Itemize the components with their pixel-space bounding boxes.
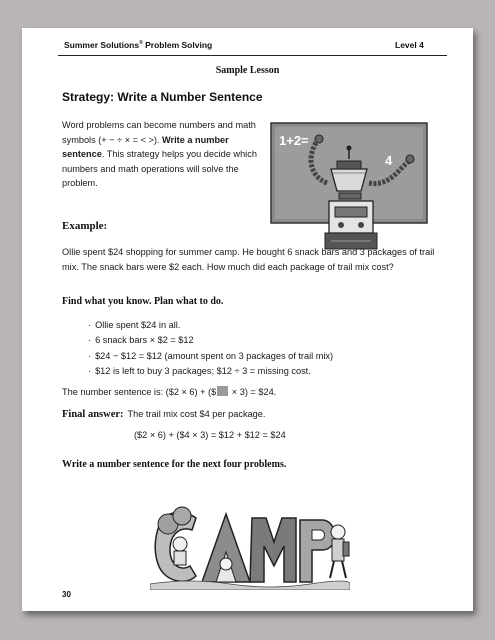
- list-item: · 6 snack bars × $2 = $12: [88, 333, 418, 348]
- page-number: 30: [62, 590, 71, 599]
- strategy-title: Strategy: Write a Number Sentence: [62, 90, 263, 104]
- robot-chalkboard-illustration: [269, 121, 431, 253]
- number-sentence: The number sentence is: ($2 × 6) + ($ × 3) = $24.: [62, 387, 277, 397]
- header-title: Summer Solutions® Problem Solving: [64, 40, 213, 50]
- chalkboard-equation: 1+2=: [279, 133, 309, 148]
- list-item: · Ollie spent $24 in all.: [88, 318, 418, 333]
- header-divider: [58, 55, 447, 56]
- solution-steps: [88, 318, 418, 379]
- worksheet-page: [22, 28, 473, 611]
- header-level: Level 4: [395, 40, 424, 50]
- strategy-intro: Word problems can become numbers and math symbols (+ − ÷ × = < >). Write a number sentence. This strategy helps you decide which numbers and math operations will solve the problem.: [62, 120, 257, 188]
- find-heading: Find what you know. Plan what to do.: [62, 296, 224, 307]
- final-equation: ($2 × 6) + ($4 × 3) = $12 + $12 = $24: [134, 430, 286, 440]
- list-item: · $12 is left to buy 3 packages; $12 ÷ 3 = missing cost.: [88, 364, 418, 379]
- example-heading: Example:: [62, 220, 108, 232]
- example-problem: Ollie spent $24 shopping for summer camp. He bought 6 snack bars and 3 packages of trail mix. The snack bars were $2 each. How much did each package of trail mix cost?: [62, 247, 435, 272]
- next-instruction: Write a number sentence for the next four problems.: [62, 459, 287, 470]
- camp-illustration: [150, 506, 350, 590]
- missing-value-box: [217, 386, 228, 396]
- lesson-title: Sample Lesson: [215, 65, 280, 76]
- list-item: · $24 − $12 = $12 (amount spent on 3 packages of trail mix): [88, 349, 418, 364]
- final-answer: Final answer: The trail mix cost $4 per package.: [62, 409, 266, 420]
- chalkboard-number: 4: [385, 153, 393, 168]
